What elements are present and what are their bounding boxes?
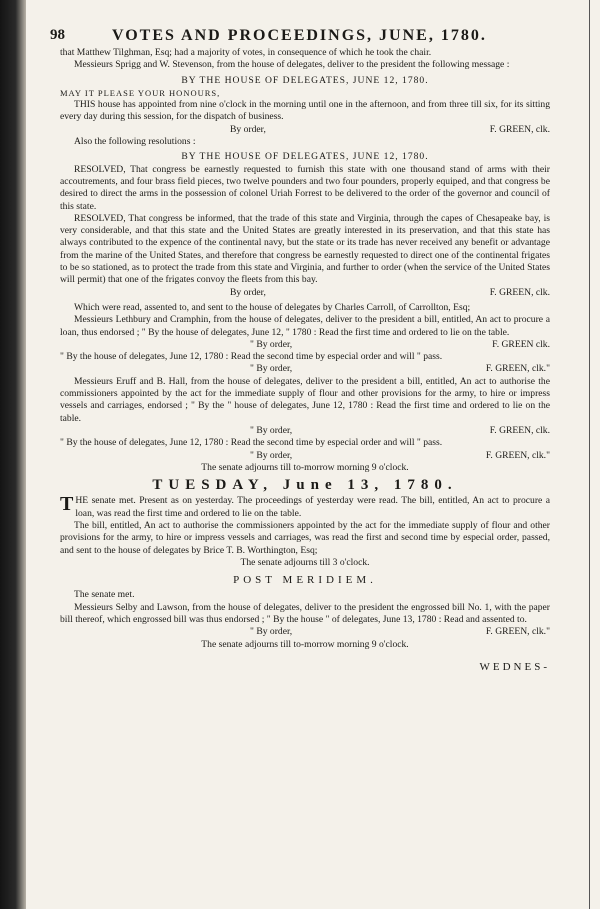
paragraph: " By the house of delegates, June 12, 1780 : Read the second time by especial order and will " pass. [60,351,443,363]
paragraph: The senate met. [74,589,135,601]
clerk-signature: F. GREEN, clk. [489,286,550,298]
paragraph: THIS house has appointed from nine o'clock in the morning until one in the afternoon, and from three till six, for its sitting every day during this session, for the dispatch of business. [60,99,550,123]
paragraph-text: HE senate met. Present as on yesterday. The proceedings of yesterday were read. The bill, entitled, An act to procure a loan, was read the first time and ordered to lie on the table. [75,495,550,519]
paragraph: Messieurs Sprigg and W. Stevenson, from the house of delegates, deliver to the president the following message : [74,59,510,71]
page-body [60,47,550,673]
signature-line [60,425,550,437]
clerk-signature: F. GREEN, clk. [489,424,550,436]
running-head: VOTES AND PROCEEDINGS, JUNE, 1780. [112,27,487,44]
adjournment: The senate adjourns till 3 o'clock. [240,556,370,568]
paragraph: Messieurs Eruff and B. Hall, from the house of delegates, deliver to the president a bill, entitled, An act to authorise the commissioners appointed by the act for the immediate supply of flour and other provisions for the army, to hire or impress vessels and carriages, endorsed ; " By the " house of delegates, June 12, 1780 : Read the first time and ordered to lie on the table. [60,375,550,424]
post-meridiem-heading: POST MERIDIEM. [233,574,377,587]
signature-line [60,124,550,136]
section-heading: BY THE HOUSE OF DELEGATES, JUNE 12, 1780. [181,151,429,163]
clerk-signature: F. GREEN, clk." [485,626,550,638]
by-order: " By order, [250,449,293,461]
by-order: By order, [230,286,266,298]
drop-cap: T [60,493,74,516]
clerk-signature: F. GREEN, clk. [489,123,550,135]
clerk-signature: F. GREEN, clk." [485,363,550,375]
binding-gutter [0,0,26,909]
adjournment: The senate adjourns till to-morrow morning 9 o'clock. [201,638,409,650]
page-edge-rule [589,0,590,909]
paragraph: Also the following resolutions : [74,136,196,148]
resolution: RESOLVED, That congress be earnestly requested to furnish this state with one thousand stand of arms with their accoutrements, and four brass field pieces, two twelve pounders and two four pounders, properly equiped, and that congress be desired to direct the arms in the possession of colonel Uriah Forrest to be delivered to the order of the governor and council of this state. [60,163,550,212]
by-order: " By order, [250,424,293,436]
page-header [50,27,570,49]
paragraph: Which were read, assented to, and sent to the house of delegates by Charles Carroll, of Carrollton, Esq; [74,301,471,313]
resolution: RESOLVED, That congress be informed, that the trade of this state and Virginia, through the capes of Chesapeake bay, is very considerable, and that this state and the United States are greatly interested in its preservation, and that this state has always contributed to the expence of the continental navy, but the state or its trade has never received any benefit or advantage from the marine of the United States, and therefore that congress be earnestly requested to direct one of the continental frigates to be so stationed, as to protect the trade from this state and Virginia, and further to order (when the service of the United States will permit) that one of the frigates convoy the fleets from this bay. [60,212,550,286]
by-order: " By order, [250,338,293,350]
adjournment: The senate adjourns till to-morrow morning 9 o'clock. [201,461,409,473]
clerk-signature: F. GREEN, clk." [485,449,550,461]
page-number: 98 [50,27,65,43]
signature-line [60,363,550,375]
signature-line [60,626,550,638]
signature-line [60,339,550,351]
by-order: " By order, [250,363,293,375]
signature-line [60,450,550,462]
paragraph: Messieurs Selby and Lawson, from the house of delegates, deliver to the president the engrossed bill No. 1, with the paper bill thereof, which engrossed bill was thus endorsed ; " By the house " of delegates, June 13, 1780 : Read and assented to. [60,601,550,626]
paragraph: that Matthew Tilghman, Esq; had a majority of votes, in consequence of which he took the chair. [60,47,432,58]
paragraph: Messieurs Lethbury and Cramphin, from the house of delegates, deliver to the president a bill, entitled, An act to procure a loan, thus endorsed ; " By the house of delegates, June 12, " 1780 : Read the first time and ordered to lie on the table. [60,314,550,338]
day-heading: TUESDAY, June 13, 1780. [152,477,458,494]
paragraph: The bill, entitled, An act to authorise the commissioners appointed by the act for the immediate supply of flour and other provisions for the army, to hire or impress vessels and carriages, was read the first and second time by especial order, passed, and sent to the house of delegates by Brice T. B. Worthington, Esq; [60,519,550,556]
paragraph: " By the house of delegates, June 12, 1780 : Read the second time by especial order and will " pass. [60,437,443,449]
by-order: " By order, [250,626,293,638]
section-heading: BY THE HOUSE OF DELEGATES, JUNE 12, 1780. [181,74,429,86]
signature-line [60,287,550,299]
clerk-signature: F. GREEN clk. [492,338,550,350]
by-order: By order, [230,123,266,135]
paragraph [60,495,550,520]
salutation: MAY IT PLEASE YOUR HONOURS, [60,87,221,98]
catchword: WEDNES- [479,660,550,673]
